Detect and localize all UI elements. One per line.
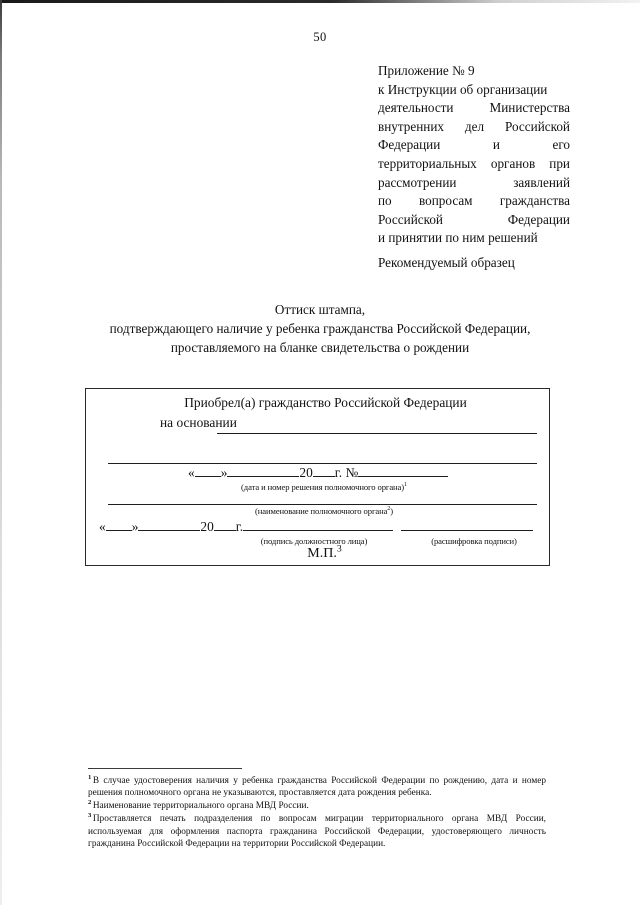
footnote-item: [88, 800, 546, 812]
date-open-quote: «: [188, 465, 195, 480]
sign-close-quote: »: [131, 519, 139, 534]
footnote-item: [88, 813, 546, 850]
scan-edge-top: [0, 0, 640, 3]
decision-caption-footnote-ref: 1: [404, 482, 407, 489]
appendix-line-1: Приложение № 9: [378, 63, 475, 78]
appendix-line-7: рассмотрении заявлений: [378, 174, 570, 190]
basis-rule-1: [217, 433, 537, 434]
decision-date-row: [188, 465, 448, 481]
scan-edge-left: [0, 0, 2, 905]
transcript-caption-text: (расшифровка подписи): [431, 536, 517, 546]
sign-year-prefix: 20: [200, 519, 214, 534]
signature-date-row: [99, 519, 533, 535]
date-close-quote: »: [220, 465, 228, 480]
footnote-separator: [88, 768, 242, 769]
transcript-caption: [404, 536, 544, 546]
date-year-suffix: г. №: [334, 465, 359, 480]
authority-caption-footnote-ref: 2: [387, 506, 391, 513]
signature-caption-text: (подпись должностного лица): [260, 536, 368, 546]
appendix-line-6: территориальных органов при: [378, 155, 570, 171]
footnotes-block: [88, 775, 546, 851]
appendix-line-9: Российской Федерации: [378, 211, 570, 227]
appendix-reference-block: [378, 62, 570, 248]
authority-caption-text: (наименование полномочного органа: [255, 506, 388, 516]
stamp-place-mark: [86, 543, 549, 562]
appendix-line-8: по вопросам гражданства: [378, 193, 570, 209]
date-year-prefix: 20: [299, 465, 313, 480]
signature-caption: [234, 536, 394, 546]
decision-caption-text: (дата и номер решения полномочного органа): [241, 482, 405, 492]
appendix-line-2: к Инструкции об организации: [378, 81, 548, 97]
appendix-line-5: Федерации и его: [378, 137, 570, 153]
appendix-line-4: внутренних дел Российской: [378, 118, 570, 134]
basis-rule-2: [108, 463, 537, 464]
footnote-number: 3: [88, 812, 92, 820]
authority-caption: [174, 506, 474, 516]
footnote-number: 1: [88, 773, 92, 781]
stamp-specimen-box: [85, 388, 550, 566]
authority-caption-close: ): [390, 506, 393, 516]
sign-year-suffix: г.: [235, 519, 244, 534]
mp-footnote-ref: 3: [336, 543, 342, 555]
recommended-sample-label: Рекомендуемый образец: [378, 255, 515, 270]
title-line-2: подтверждающего наличие у ребенка гражданства Российской Федерации,: [109, 321, 531, 336]
title-line-3: проставляемого на бланке свидетельства о рождении: [170, 340, 470, 355]
appendix-line-3: деятельности Министерства: [378, 100, 570, 116]
appendix-line-10: и принятии по ним решений: [378, 230, 538, 246]
footnote-item: [88, 775, 546, 800]
sign-open-quote: «: [99, 519, 106, 534]
mp-label: М.П.: [307, 546, 337, 561]
decision-caption: [174, 482, 474, 492]
footnote-text: В случае удостоверения наличия у ребенка гражданства Российской Федерации по рождению, дата и номер решения полномочного органа не указываются, проставляется дата рождения ребенка.: [88, 776, 546, 799]
page-number: 50: [313, 30, 327, 44]
stamp-text-line-2: на основании: [160, 415, 237, 430]
footnote-number: 2: [88, 799, 92, 807]
document-title-block: [0, 300, 640, 357]
stamp-text-line-1: Приобрел(а) гражданство Российской Федерации: [184, 395, 467, 410]
footnote-text: Проставляется печать подразделения по вопросам миграции территориального органа МВД России, используемая для оформления паспорта гражданина Российской Федерации, удостоверяющего личность гражданина Российской Федерации на территории Российской Федерации.: [88, 814, 546, 850]
footnote-text: Наименование территориального органа МВД России.: [92, 801, 309, 812]
authority-rule: [108, 504, 537, 505]
title-line-1: Оттиск штампа,: [274, 302, 366, 317]
